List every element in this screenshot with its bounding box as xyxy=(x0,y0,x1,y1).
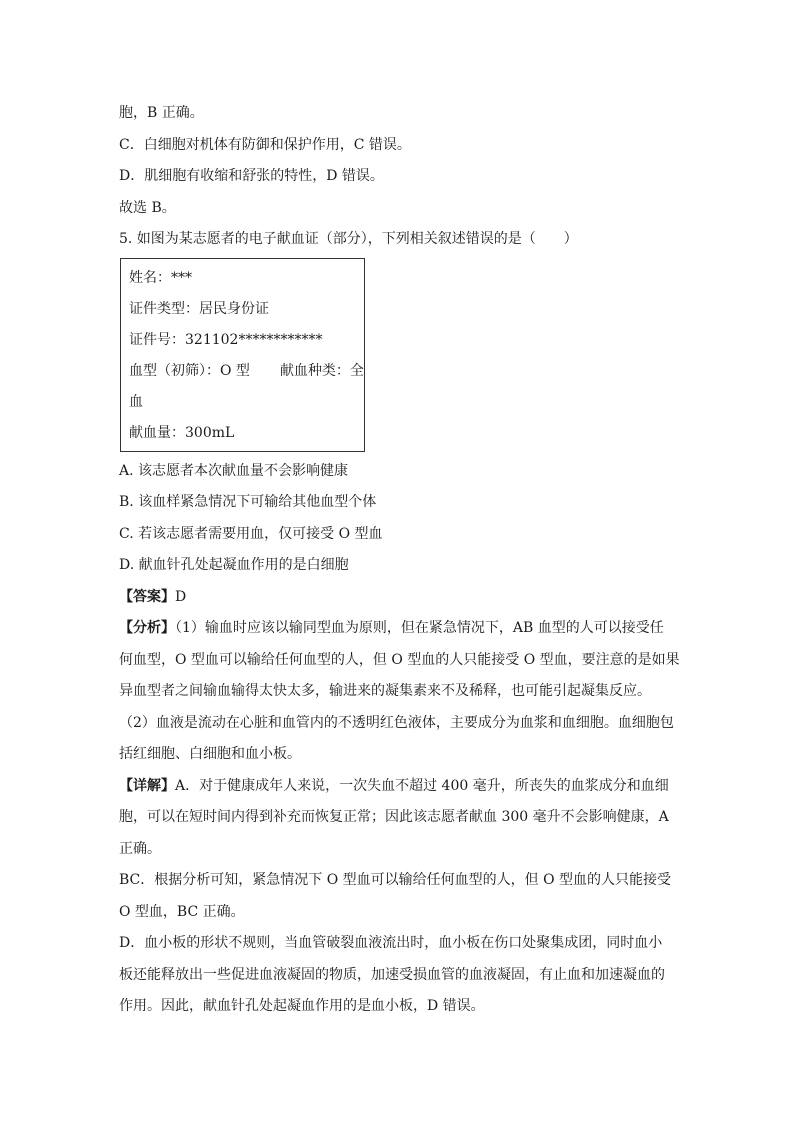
card-donation-kind-cont: 血 xyxy=(129,393,143,410)
analysis-text-1: （1）输血时应该以输同型血为原则，但在紧急情况下，AB 血型的人可以接受任 xyxy=(175,620,664,636)
prev-line-2: C．白细胞对机体有防御和保护作用，C 错误。 xyxy=(119,136,411,153)
detail-line-6: D．血小板的形状不规则，当血管破裂血液流出时，血小板在伤口处聚集成团，同时血小 xyxy=(119,935,663,951)
option-a: A. 该志愿者本次献血量不会影响健康 xyxy=(119,462,349,479)
option-b: B. 该血样紧急情况下可输给其他血型个体 xyxy=(119,494,377,510)
option-d: D. 献血针孔处起凝血作用的是白细胞 xyxy=(119,557,349,573)
question-stem: 5. 如图为某志愿者的电子献血证（部分），下列相关叙述错误的是（ ） xyxy=(119,231,578,247)
answer-value: D xyxy=(175,588,187,605)
analysis-line-1 xyxy=(119,613,679,645)
analysis-tag: 【分析】 xyxy=(119,620,175,636)
answer-line xyxy=(119,582,679,614)
detail-line-3: 正确。 xyxy=(119,840,161,857)
analysis-line-3: 异血型者之间输血输得太快太多，输进来的凝集素来不及稀释，也可能引起凝集反应。 xyxy=(119,683,651,699)
card-id-number: 证件号：321102************ xyxy=(129,331,323,348)
option-c: C. 若该志愿者需要用血，仅可接受 O 型血 xyxy=(119,525,383,542)
detail-line-8: 作用。因此，献血针孔处起凝血作用的是血小板，D 错误。 xyxy=(119,998,485,1014)
analysis-line-2: 何血型，O 型血可以输给任何血型的人，但 O 型血的人只能接受 O 型血，要注意的是如果 xyxy=(119,651,680,668)
prev-line-4: 故选 B。 xyxy=(119,199,176,216)
analysis-line-4: （2）血液是流动在心脏和血管内的不透明红色液体，主要成分为血浆和血细胞。血细胞包 xyxy=(119,714,674,731)
detail-line-2: 胞，可以在短时间内得到补充而恢复正常；因此该志愿者献血 300 毫升不会影响健康，A xyxy=(119,809,669,825)
detail-text-1: A．对于健康成年人来说，一次失血不超过 400 毫升，所丧失的血浆成分和血细 xyxy=(175,777,669,794)
detail-line-4: BC．根据分析可知，紧急情况下 O 型血可以输给任何血型的人，但 O 型血的人只能接受 xyxy=(119,872,672,888)
analysis-line-5: 括红细胞、白细胞和血小板。 xyxy=(119,746,301,762)
blood-donation-card xyxy=(120,258,365,452)
card-blood-type: 血型（初筛）：O 型 xyxy=(129,362,250,379)
card-volume: 献血量：300mL xyxy=(129,424,235,441)
card-blood-row xyxy=(129,356,364,387)
detail-line-7: 板还能释放出一些促进血液凝固的物质，加速受损血管的血液凝固，有止血和加速凝血的 xyxy=(119,966,665,983)
card-name: 姓名：*** xyxy=(129,269,192,286)
card-id-type: 证件类型：居民身份证 xyxy=(129,300,269,317)
detail-tag: 【详解】 xyxy=(119,777,175,794)
document-page xyxy=(119,98,679,1023)
detail-line-1 xyxy=(119,771,679,803)
prev-line-1: 胞，B 正确。 xyxy=(119,105,204,121)
answer-tag: 【答案】 xyxy=(119,588,175,605)
prev-line-3: D．肌细胞有收缩和舒张的特性，D 错误。 xyxy=(119,168,384,184)
card-donation-kind: 献血种类：全 xyxy=(279,362,364,379)
detail-line-5: O 型血，BC 正确。 xyxy=(119,903,245,920)
